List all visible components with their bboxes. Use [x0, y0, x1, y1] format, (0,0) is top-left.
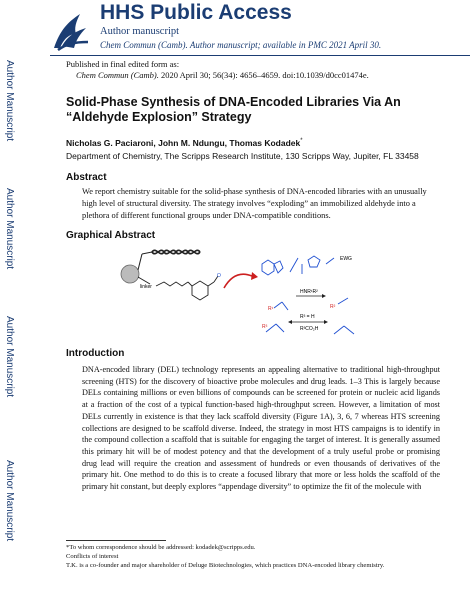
published-citation-line [76, 70, 369, 80]
linker-label: linker [140, 284, 152, 290]
author-list [66, 138, 303, 148]
abstract-text: We report chemistry suitable for the solid-phase synthesis of DNA-encoded libraries with an unusually high level of structural diversity. The strategy involves “exploding” an immobilized aldehyde into a plethora of different functional groups under DNA-compatible conditions. [82, 187, 427, 220]
ewg-label: EWG [340, 256, 352, 262]
r3-acid-label: R³CO₂H [300, 326, 319, 332]
header-citation-journal: Chem Commun (Camb). [100, 40, 188, 50]
side-label-author-manuscript: Author Manuscript [4, 60, 15, 142]
conflicts-statement: T.K. is a co-founder and major shareholder of Deluge Biotechnologies, which practices DNA-encoded library chemistry. [66, 562, 385, 569]
resin-bead-icon [121, 265, 139, 283]
correspondence-footnote: *To whom correspondence should be addressed: kodadek@scripps.edu. [66, 544, 256, 551]
side-label-author-manuscript: Author Manuscript [4, 316, 15, 398]
published-final-form-line: Published in final edited form as: [66, 59, 180, 69]
corresponding-author-mark: * [300, 138, 303, 145]
r3-h-label: R³ = H [300, 314, 315, 320]
author-manuscript-label: Author manuscript [100, 26, 180, 37]
graphical-abstract-figure [112, 244, 368, 344]
conflicts-heading: Conflicts of interest [66, 553, 119, 560]
side-label-author-manuscript: Author Manuscript [4, 460, 15, 542]
heterocycle-products [262, 256, 334, 275]
product-r3-label: R³ [262, 324, 268, 330]
header-divider [50, 55, 470, 56]
amine-reagent-label: HNR¹R² [300, 289, 318, 295]
side-label-author-manuscript: Author Manuscript [4, 188, 15, 270]
hhs-header [0, 0, 474, 60]
footnote-divider [66, 540, 166, 541]
header-citation [100, 40, 381, 50]
aldehyde-scaffold [156, 276, 218, 300]
abstract-heading: Abstract [66, 172, 107, 183]
article-title: Solid-Phase Synthesis of DNA-Encoded Libraries Via An “Aldehyde Explosion” Strategy [66, 95, 401, 124]
author-names: Nicholas G. Paciaroni, John M. Ndungu, Thomas Kodadek [66, 138, 301, 148]
published-journal: Chem Commun (Camb). [76, 70, 159, 80]
introduction-paragraph: DNA-encoded library (DEL) technology represents an appealing alternative to traditional high-throughput screening (HTS) for the discovery of bioactive probe molecules and drug leads. 1–3 This is largely because DELs containing millions or even billions of compounds can be screened for protein or nucleic acid ligands at a fraction of the cost of a typical function-based high-throughput screen. However, a limitation of most DELs currently in existence is that they lack scaffold diversity (Figure 1A), 3, 6, 7 whereas HTS screening collections are designed to be scaffold diverse. Indeed, the strategy in most HTS campaigns is to identify in the compound collection a scaffold that is suitable for engaging the target of interest. It is generally assumed this primary hit will be of modest potency and that the development of a truly useful probe or promising drug lead will require the creation and assessment of hundreds or even thousands of derivatives of the primary hit. One method to do this is to create a focused library that more or less holds the scaffold of the primary hit constant, but deeply explores “appendage diversity” to optimize the fit of the molecule with [82, 365, 440, 492]
hhs-eagle-logo-icon [50, 8, 92, 52]
header-citation-availability: Author manuscript; available in PMC 2021 April 30. [187, 40, 382, 50]
product-r2-label: R² [330, 304, 336, 310]
aldehyde-o-label: O [217, 273, 221, 279]
explosion-arrow [224, 274, 252, 288]
introduction-heading: Introduction [66, 348, 125, 359]
hhs-public-access-title: HHS Public Access [100, 1, 292, 24]
product-r1-label: R¹ [268, 306, 274, 312]
dna-tag-icon [142, 250, 200, 254]
published-volume-doi: 2020 April 30; 56(34): 4656–4659. doi:10.1039/d0cc01474e. [158, 70, 369, 80]
affiliation: Department of Chemistry, The Scripps Research Institute, 130 Scripps Way, Jupiter, FL 33458 [66, 151, 419, 161]
graphical-abstract-heading: Graphical Abstract [66, 230, 156, 241]
